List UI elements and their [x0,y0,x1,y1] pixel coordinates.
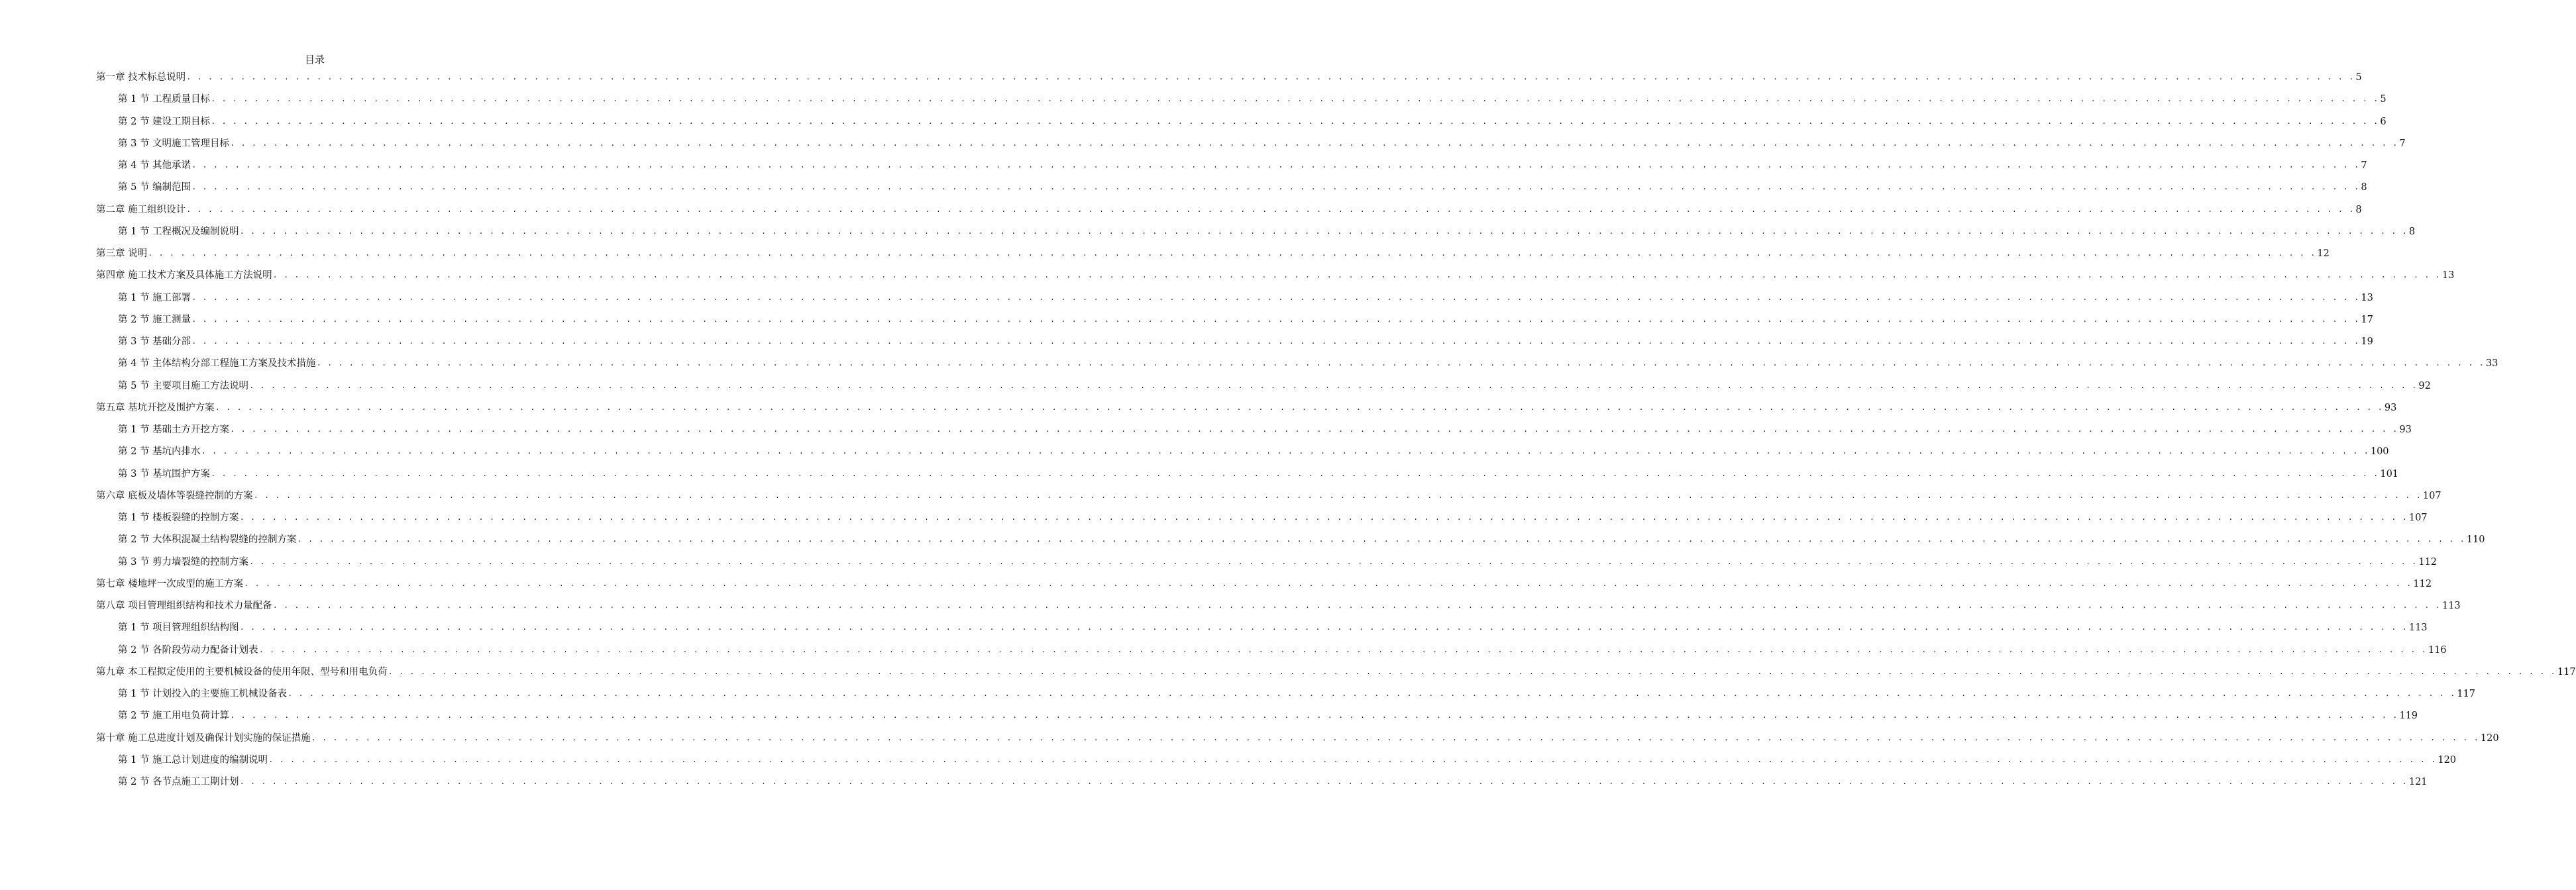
toc-dot-leader: . . . . . . . . . . . . . . . . . . . . . . . . . . . . . . . . . . . . . . . . . . . . . . . . . . . . . . . . . . . . . . . . . . . . . . . . . . . . . . . . . . . . . . . . . . . . . . . . . . . . . . . . . . . . . . . . . . . . . . . . . . . . . . . . . . . . . . . . . . . . . . . . . . . . . . . . . . . . . . . . . . . . . . . . . . . . . . . . . . . . . . . . . . . . . . . . . . . . . . . . [249,558,2418,567]
toc-chapter-entry[interactable] [96,575,2432,590]
toc-page-number: 13 [2361,293,2373,303]
toc-section-entry[interactable] [118,135,2406,150]
toc-dot-leader: . . . . . . . . . . . . . . . . . . . . . . . . . . . . . . . . . . . . . . . . . . . . . . . . . . . . . . . . . . . . . . . . . . . . . . . . . . . . . . . . . . . . . . . . . . . . . . . . . . . . . . . . . . . . . . . . . . . . . . . . . . . . . . . . . . . . . . . . . . . . . . . . . . . . . . . . . . . . . . . . . . . . . . . . . . . . . . . . . . . . . . . . . . . . . . . . . . . . . . . . [311,734,2479,743]
toc-section-entry[interactable] [118,685,2476,700]
toc-page-number: 8 [2355,205,2362,215]
toc-dot-leader: . . . . . . . . . . . . . . . . . . . . . . . . . . . . . . . . . . . . . . . . . . . . . . . . . . . . . . . . . . . . . . . . . . . . . . . . . . . . . . . . . . . . . . . . . . . . . . . . . . . . . . . . . . . . . . . . . . . . . . . . . . . . . . . . . . . . . . . . . . . . . . . . . . . . . . . . . . . . . . . . . . . . . . . . . . . . . . . . . . . . . . . . . . . . . . . . . . . . . . . . [288,689,2456,699]
toc-dot-leader: . . . . . . . . . . . . . . . . . . . . . . . . . . . . . . . . . . . . . . . . . . . . . . . . . . . . . . . . . . . . . . . . . . . . . . . . . . . . . . . . . . . . . . . . . . . . . . . . . . . . . . . . . . . . . . . . . . . . . . . . . . . . . . . . . . . . . . . . . . . . . . . . . . . . . . . . . . . . . . . . . . . . . . . . . . . . . . . . . . . . . . . . . . . . . . . . . . . . . . . . [191,183,2360,192]
toc-entry-label: 第 3 节 基坑围护方案 [118,469,211,479]
toc-dot-leader: . . . . . . . . . . . . . . . . . . . . . . . . . . . . . . . . . . . . . . . . . . . . . . . . . . . . . . . . . . . . . . . . . . . . . . . . . . . . . . . . . . . . . . . . . . . . . . . . . . . . . . . . . . . . . . . . . . . . . . . . . . . . . . . . . . . . . . . . . . . . . . . . . . . . . . . . . . . . . . . . . . . . . . . . . . . . . . . . . . . . . . . . . . . . . . . . . . . . . . . . [258,646,2427,655]
toc-page-number: 101 [2380,469,2399,479]
toc-entry-label: 第 3 节 基础分部 [118,336,191,347]
toc-page-number: 107 [2422,491,2442,501]
toc-page-number: 100 [2370,446,2389,457]
toc-page-number: 5 [2380,94,2387,105]
toc-page-number: 112 [2418,557,2438,568]
toc-entry-label: 第四章 施工技术方案及具体施工方法说明 [96,270,272,281]
toc-dot-leader: . . . . . . . . . . . . . . . . . . . . . . . . . . . . . . . . . . . . . . . . . . . . . . . . . . . . . . . . . . . . . . . . . . . . . . . . . . . . . . . . . . . . . . . . . . . . . . . . . . . . . . . . . . . . . . . . . . . . . . . . . . . . . . . . . . . . . . . . . . . . . . . . . . . . . . . . . . . . . . . . . . . . . . . . . . . . . . . . . . . . . . . . . . . . . . . . . . . . . . . . [191,337,2360,346]
toc-dot-leader: . . . . . . . . . . . . . . . . . . . . . . . . . . . . . . . . . . . . . . . . . . . . . . . . . . . . . . . . . . . . . . . . . . . . . . . . . . . . . . . . . . . . . . . . . . . . . . . . . . . . . . . . . . . . . . . . . . . . . . . . . . . . . . . . . . . . . . . . . . . . . . . . . . . . . . . . . . . . . . . . . . . . . . . . . . . . . . . . . . . . . . . . . . . . . . . . . . . . . . . . [239,227,2408,236]
toc-dot-leader: . . . . . . . . . . . . . . . . . . . . . . . . . . . . . . . . . . . . . . . . . . . . . . . . . . . . . . . . . . . . . . . . . . . . . . . . . . . . . . . . . . . . . . . . . . . . . . . . . . . . . . . . . . . . . . . . . . . . . . . . . . . . . . . . . . . . . . . . . . . . . . . . . . . . . . . . . . . . . . . . . . . . . . . . . . . . . . . . . . . . . . . . . . . . . . . . . . . . . . . . [268,756,2437,765]
toc-entry-label: 第三章 说明 [96,248,148,259]
toc-dot-leader: . . . . . . . . . . . . . . . . . . . . . . . . . . . . . . . . . . . . . . . . . . . . . . . . . . . . . . . . . . . . . . . . . . . . . . . . . . . . . . . . . . . . . . . . . . . . . . . . . . . . . . . . . . . . . . . . . . . . . . . . . . . . . . . . . . . . . . . . . . . . . . . . . . . . . . . . . . . . . . . . . . . . . . . . . . . . . . . . . . . . . . . . . . . . . . . . . . . . . . . . [211,470,2379,479]
toc-dot-leader: . . . . . . . . . . . . . . . . . . . . . . . . . . . . . . . . . . . . . . . . . . . . . . . . . . . . . . . . . . . . . . . . . . . . . . . . . . . . . . . . . . . . . . . . . . . . . . . . . . . . . . . . . . . . . . . . . . . . . . . . . . . . . . . . . . . . . . . . . . . . . . . . . . . . . . . . . . . . . . . . . . . . . . . . . . . . . . . . . . . . . . . . . . . . . . . . . . . . . . . . [230,425,2398,434]
toc-section-entry[interactable] [118,377,2431,392]
toc-page-number: 12 [2317,248,2330,259]
toc-section-entry[interactable] [118,509,2428,524]
toc-page-number: 110 [2466,534,2485,545]
toc-entry-label: 第二章 施工组织设计 [96,205,186,215]
toc-page-number: 112 [2413,579,2432,589]
toc-title: 目录 [304,54,325,66]
toc-dot-leader: . . . . . . . . . . . . . . . . . . . . . . . . . . . . . . . . . . . . . . . . . . . . . . . . . . . . . . . . . . . . . . . . . . . . . . . . . . . . . . . . . . . . . . . . . . . . . . . . . . . . . . . . . . . . . . . . . . . . . . . . . . . . . . . . . . . . . . . . . . . . . . . . . . . . . . . . . . . . . . . . . . . . . . . . . . . . . . . . . . . . . . . . . . . . . . . . . . . . . . . . [272,601,2441,611]
toc-section-entry[interactable] [118,752,2457,766]
toc-section-entry[interactable] [118,466,2399,480]
toc-dot-leader: . . . . . . . . . . . . . . . . . . . . . . . . . . . . . . . . . . . . . . . . . . . . . . . . . . . . . . . . . . . . . . . . . . . . . . . . . . . . . . . . . . . . . . . . . . . . . . . . . . . . . . . . . . . . . . . . . . . . . . . . . . . . . . . . . . . . . . . . . . . . . . . . . . . . . . . . . . . . . . . . . . . . . . . . . . . . . . . . . . . . . . . . . . . . . . . . . . . . . . . . [230,139,2398,148]
toc-entry-label: 第一章 技术标总说明 [96,72,186,83]
toc-chapter-entry[interactable] [96,597,2461,612]
toc-page-number: 17 [2361,315,2373,325]
toc-entry-label: 第十章 施工总进度计划及确保计划实施的保证措施 [96,733,311,744]
toc-section-entry[interactable] [118,773,2428,788]
toc-page-number: 19 [2361,336,2373,347]
toc-section-entry[interactable] [118,443,2389,458]
toc-dot-leader: . . . . . . . . . . . . . . . . . . . . . . . . . . . . . . . . . . . . . . . . . . . . . . . . . . . . . . . . . . . . . . . . . . . . . . . . . . . . . . . . . . . . . . . . . . . . . . . . . . . . . . . . . . . . . . . . . . . . . . . . . . . . . . . . . . . . . . . . . . . . . . . . . . . . . . . . . . . . . . . . . . . . . . . . . . . . . . . . . . . . . . . . . . . . . . . . . . . . . . . . [239,623,2408,632]
toc-dot-leader: . . . . . . . . . . . . . . . . . . . . . . . . . . . . . . . . . . . . . . . . . . . . . . . . . . . . . . . . . . . . . . . . . . . . . . . . . . . . . . . . . . . . . . . . . . . . . . . . . . . . . . . . . . . . . . . . . . . . . . . . . . . . . . . . . . . . . . . . . . . . . . . . . . . . . . . . . . . . . . . . . . . . . . . . . . . . . . . . . . . . . . . . . . . . . . . . . . . . . . . . [388,668,2556,677]
toc-dot-leader: . . . . . . . . . . . . . . . . . . . . . . . . . . . . . . . . . . . . . . . . . . . . . . . . . . . . . . . . . . . . . . . . . . . . . . . . . . . . . . . . . . . . . . . . . . . . . . . . . . . . . . . . . . . . . . . . . . . . . . . . . . . . . . . . . . . . . . . . . . . . . . . . . . . . . . . . . . . . . . . . . . . . . . . . . . . . . . . . . . . . . . . . . . . . . . . . . . . . . . . . [316,359,2485,368]
toc-dot-leader: . . . . . . . . . . . . . . . . . . . . . . . . . . . . . . . . . . . . . . . . . . . . . . . . . . . . . . . . . . . . . . . . . . . . . . . . . . . . . . . . . . . . . . . . . . . . . . . . . . . . . . . . . . . . . . . . . . . . . . . . . . . . . . . . . . . . . . . . . . . . . . . . . . . . . . . . . . . . . . . . . . . . . . . . . . . . . . . . . . . . . . . . . . . . . . . . . . . . . . . . [148,249,2316,258]
toc-entry-label: 第 1 节 项目管理组织结构图 [118,622,239,633]
toc-dot-leader: . . . . . . . . . . . . . . . . . . . . . . . . . . . . . . . . . . . . . . . . . . . . . . . . . . . . . . . . . . . . . . . . . . . . . . . . . . . . . . . . . . . . . . . . . . . . . . . . . . . . . . . . . . . . . . . . . . . . . . . . . . . . . . . . . . . . . . . . . . . . . . . . . . . . . . . . . . . . . . . . . . . . . . . . . . . . . . . . . . . . . . . . . . . . . . . . . . . . . . . . [215,403,2383,413]
toc-page-number: 120 [2480,733,2499,744]
toc-dot-leader: . . . . . . . . . . . . . . . . . . . . . . . . . . . . . . . . . . . . . . . . . . . . . . . . . . . . . . . . . . . . . . . . . . . . . . . . . . . . . . . . . . . . . . . . . . . . . . . . . . . . . . . . . . . . . . . . . . . . . . . . . . . . . . . . . . . . . . . . . . . . . . . . . . . . . . . . . . . . . . . . . . . . . . . . . . . . . . . . . . . . . . . . . . . . . . . . . . . . . . . . [186,205,2355,215]
toc-page-number: 113 [2408,622,2428,633]
toc-dot-leader: . . . . . . . . . . . . . . . . . . . . . . . . . . . . . . . . . . . . . . . . . . . . . . . . . . . . . . . . . . . . . . . . . . . . . . . . . . . . . . . . . . . . . . . . . . . . . . . . . . . . . . . . . . . . . . . . . . . . . . . . . . . . . . . . . . . . . . . . . . . . . . . . . . . . . . . . . . . . . . . . . . . . . . . . . . . . . . . . . . . . . . . . . . . . . . . . . . . . . . . . [272,271,2441,280]
toc-dot-leader: . . . . . . . . . . . . . . . . . . . . . . . . . . . . . . . . . . . . . . . . . . . . . . . . . . . . . . . . . . . . . . . . . . . . . . . . . . . . . . . . . . . . . . . . . . . . . . . . . . . . . . . . . . . . . . . . . . . . . . . . . . . . . . . . . . . . . . . . . . . . . . . . . . . . . . . . . . . . . . . . . . . . . . . . . . . . . . . . . . . . . . . . . . . . . . . . . . . . . . . . [244,579,2412,589]
toc-section-entry[interactable] [118,531,2485,546]
toc-page-number: 107 [2408,513,2428,523]
toc-section-entry[interactable] [118,554,2438,568]
toc-entry-label: 第 2 节 各节点施工工期计划 [118,777,239,787]
toc-section-entry[interactable] [118,355,2498,370]
toc-page-number: 93 [2384,403,2397,413]
toc-page-number: 7 [2399,138,2406,149]
toc-entry-label: 第六章 底板及墙体等裂缝控制的方案 [96,491,253,501]
toc-entry-label: 第八章 项目管理组织结构和技术力量配备 [96,601,272,611]
toc-page-number: 121 [2408,777,2428,787]
toc-entry-label: 第 1 节 基础土方开挖方案 [118,424,230,435]
toc-dot-leader: . . . . . . . . . . . . . . . . . . . . . . . . . . . . . . . . . . . . . . . . . . . . . . . . . . . . . . . . . . . . . . . . . . . . . . . . . . . . . . . . . . . . . . . . . . . . . . . . . . . . . . . . . . . . . . . . . . . . . . . . . . . . . . . . . . . . . . . . . . . . . . . . . . . . . . . . . . . . . . . . . . . . . . . . . . . . . . . . . . . . . . . . . . . . . . . . . . . . . . . . [230,711,2398,720]
toc-page-number: 5 [2355,72,2362,83]
toc-dot-leader: . . . . . . . . . . . . . . . . . . . . . . . . . . . . . . . . . . . . . . . . . . . . . . . . . . . . . . . . . . . . . . . . . . . . . . . . . . . . . . . . . . . . . . . . . . . . . . . . . . . . . . . . . . . . . . . . . . . . . . . . . . . . . . . . . . . . . . . . . . . . . . . . . . . . . . . . . . . . . . . . . . . . . . . . . . . . . . . . . . . . . . . . . . . . . . . . . . . . . . . . [253,491,2422,501]
toc-page-number: 8 [2361,182,2367,193]
toc-section-entry[interactable] [118,113,2387,128]
toc-section-entry[interactable] [118,707,2418,722]
toc-page-number: 119 [2399,711,2418,721]
toc-dot-leader: . . . . . . . . . . . . . . . . . . . . . . . . . . . . . . . . . . . . . . . . . . . . . . . . . . . . . . . . . . . . . . . . . . . . . . . . . . . . . . . . . . . . . . . . . . . . . . . . . . . . . . . . . . . . . . . . . . . . . . . . . . . . . . . . . . . . . . . . . . . . . . . . . . . . . . . . . . . . . . . . . . . . . . . . . . . . . . . . . . . . . . . . . . . . . . . . . . . . . . . . [186,73,2355,82]
toc-dot-leader: . . . . . . . . . . . . . . . . . . . . . . . . . . . . . . . . . . . . . . . . . . . . . . . . . . . . . . . . . . . . . . . . . . . . . . . . . . . . . . . . . . . . . . . . . . . . . . . . . . . . . . . . . . . . . . . . . . . . . . . . . . . . . . . . . . . . . . . . . . . . . . . . . . . . . . . . . . . . . . . . . . . . . . . . . . . . . . . . . . . . . . . . . . . . . . . . . . . . . . . . [191,315,2360,324]
toc-chapter-entry[interactable] [96,245,2330,260]
toc-page-number: 13 [2442,270,2455,281]
toc-entry-label: 第 1 节 计划投入的主要施工机械设备表 [118,689,288,699]
toc-entry-label: 第 1 节 楼板裂缝的控制方案 [118,513,239,523]
toc-section-entry[interactable] [118,311,2373,326]
toc-section-entry[interactable] [118,642,2447,656]
toc-entry-label: 第 2 节 施工用电负荷计算 [118,711,230,721]
toc-entry-label: 第七章 楼地坪一次成型的施工方案 [96,579,244,589]
toc-chapter-entry[interactable] [96,267,2455,281]
toc-chapter-entry[interactable] [96,664,2576,678]
toc-dot-leader: . . . . . . . . . . . . . . . . . . . . . . . . . . . . . . . . . . . . . . . . . . . . . . . . . . . . . . . . . . . . . . . . . . . . . . . . . . . . . . . . . . . . . . . . . . . . . . . . . . . . . . . . . . . . . . . . . . . . . . . . . . . . . . . . . . . . . . . . . . . . . . . . . . . . . . . . . . . . . . . . . . . . . . . . . . . . . . . . . . . . . . . . . . . . . . . . . . . . . . . . [211,117,2379,126]
toc-entry-label: 第 3 节 文明施工管理目标 [118,138,230,149]
toc-page-number: 6 [2380,117,2387,127]
toc-entry-label: 第 2 节 基坑内排水 [118,446,201,457]
toc-entry-label: 第 1 节 施工总计划进度的编制说明 [118,755,268,766]
toc-dot-leader: . . . . . . . . . . . . . . . . . . . . . . . . . . . . . . . . . . . . . . . . . . . . . . . . . . . . . . . . . . . . . . . . . . . . . . . . . . . . . . . . . . . . . . . . . . . . . . . . . . . . . . . . . . . . . . . . . . . . . . . . . . . . . . . . . . . . . . . . . . . . . . . . . . . . . . . . . . . . . . . . . . . . . . . . . . . . . . . . . . . . . . . . . . . . . . . . . . . . . . . . [201,447,2369,456]
toc-entry-label: 第五章 基坑开挖及围护方案 [96,403,215,413]
toc-chapter-entry[interactable] [96,201,2362,216]
toc-entry-label: 第九章 本工程拟定使用的主要机械设备的使用年限、型号和用电负荷 [96,667,388,677]
toc-entry-label: 第 1 节 工程概况及编制说明 [118,226,239,237]
toc-chapter-entry[interactable] [96,730,2499,744]
toc-page-number: 120 [2438,755,2457,766]
toc-dot-leader: . . . . . . . . . . . . . . . . . . . . . . . . . . . . . . . . . . . . . . . . . . . . . . . . . . . . . . . . . . . . . . . . . . . . . . . . . . . . . . . . . . . . . . . . . . . . . . . . . . . . . . . . . . . . . . . . . . . . . . . . . . . . . . . . . . . . . . . . . . . . . . . . . . . . . . . . . . . . . . . . . . . . . . . . . . . . . . . . . . . . . . . . . . . . . . . . . . . . . . . . [191,161,2360,170]
toc-entry-label: 第 2 节 建设工期目标 [118,117,211,127]
toc-dot-leader: . . . . . . . . . . . . . . . . . . . . . . . . . . . . . . . . . . . . . . . . . . . . . . . . . . . . . . . . . . . . . . . . . . . . . . . . . . . . . . . . . . . . . . . . . . . . . . . . . . . . . . . . . . . . . . . . . . . . . . . . . . . . . . . . . . . . . . . . . . . . . . . . . . . . . . . . . . . . . . . . . . . . . . . . . . . . . . . . . . . . . . . . . . . . . . . . . . . . . . . . [249,381,2418,391]
toc-section-entry[interactable] [118,619,2428,634]
toc-section-entry[interactable] [118,223,2416,238]
toc-entry-label: 第 5 节 主要项目施工方法说明 [118,381,249,391]
toc-page-number: 93 [2399,424,2412,435]
toc-page-number: 113 [2442,601,2461,611]
toc-section-entry[interactable] [118,157,2367,172]
toc-page-number: 117 [2557,667,2576,677]
toc-chapter-entry[interactable] [96,399,2397,414]
toc-entry-label: 第 2 节 各阶段劳动力配备计划表 [118,645,258,656]
toc-entry-label: 第 4 节 其他承诺 [118,160,191,171]
toc-section-entry[interactable] [118,91,2387,105]
toc-section-entry[interactable] [118,333,2373,348]
toc-entry-label: 第 1 节 工程质量目标 [118,94,211,105]
toc-entry-label: 第 4 节 主体结构分部工程施工方案及技术措施 [118,358,316,369]
toc-page-number: 7 [2361,160,2367,171]
toc-section-entry[interactable] [118,421,2412,436]
toc-entry-label: 第 3 节 剪力墙裂缝的控制方案 [118,557,249,568]
toc-page-number: 8 [2408,226,2416,237]
toc-dot-leader: . . . . . . . . . . . . . . . . . . . . . . . . . . . . . . . . . . . . . . . . . . . . . . . . . . . . . . . . . . . . . . . . . . . . . . . . . . . . . . . . . . . . . . . . . . . . . . . . . . . . . . . . . . . . . . . . . . . . . . . . . . . . . . . . . . . . . . . . . . . . . . . . . . . . . . . . . . . . . . . . . . . . . . . . . . . . . . . . . . . . . . . . . . . . . . . . . . . . . . . . [297,535,2465,544]
toc-section-entry[interactable] [118,289,2373,304]
toc-dot-leader: . . . . . . . . . . . . . . . . . . . . . . . . . . . . . . . . . . . . . . . . . . . . . . . . . . . . . . . . . . . . . . . . . . . . . . . . . . . . . . . . . . . . . . . . . . . . . . . . . . . . . . . . . . . . . . . . . . . . . . . . . . . . . . . . . . . . . . . . . . . . . . . . . . . . . . . . . . . . . . . . . . . . . . . . . . . . . . . . . . . . . . . . . . . . . . . . . . . . . . . . [211,95,2379,104]
toc-entry-label: 第 5 节 编制范围 [118,182,191,193]
toc-entry-label: 第 2 节 施工测量 [118,315,191,325]
toc-section-entry[interactable] [118,179,2367,193]
toc-page-number: 92 [2418,381,2431,391]
toc-dot-leader: . . . . . . . . . . . . . . . . . . . . . . . . . . . . . . . . . . . . . . . . . . . . . . . . . . . . . . . . . . . . . . . . . . . . . . . . . . . . . . . . . . . . . . . . . . . . . . . . . . . . . . . . . . . . . . . . . . . . . . . . . . . . . . . . . . . . . . . . . . . . . . . . . . . . . . . . . . . . . . . . . . . . . . . . . . . . . . . . . . . . . . . . . . . . . . . . . . . . . . . . [191,293,2360,303]
toc-entry-label: 第 2 节 大体积混凝土结构裂缝的控制方案 [118,534,297,545]
toc-dot-leader: . . . . . . . . . . . . . . . . . . . . . . . . . . . . . . . . . . . . . . . . . . . . . . . . . . . . . . . . . . . . . . . . . . . . . . . . . . . . . . . . . . . . . . . . . . . . . . . . . . . . . . . . . . . . . . . . . . . . . . . . . . . . . . . . . . . . . . . . . . . . . . . . . . . . . . . . . . . . . . . . . . . . . . . . . . . . . . . . . . . . . . . . . . . . . . . . . . . . . . . . [239,777,2408,787]
toc-page-number: 116 [2428,645,2447,656]
toc-entry-label: 第 1 节 施工部署 [118,293,191,303]
toc-chapter-entry[interactable] [96,487,2442,502]
toc-page-number: 117 [2457,689,2476,699]
toc-page-number: 33 [2485,358,2498,369]
toc-chapter-entry[interactable] [96,69,2362,83]
toc-dot-leader: . . . . . . . . . . . . . . . . . . . . . . . . . . . . . . . . . . . . . . . . . . . . . . . . . . . . . . . . . . . . . . . . . . . . . . . . . . . . . . . . . . . . . . . . . . . . . . . . . . . . . . . . . . . . . . . . . . . . . . . . . . . . . . . . . . . . . . . . . . . . . . . . . . . . . . . . . . . . . . . . . . . . . . . . . . . . . . . . . . . . . . . . . . . . . . . . . . . . . . . . [239,513,2408,522]
